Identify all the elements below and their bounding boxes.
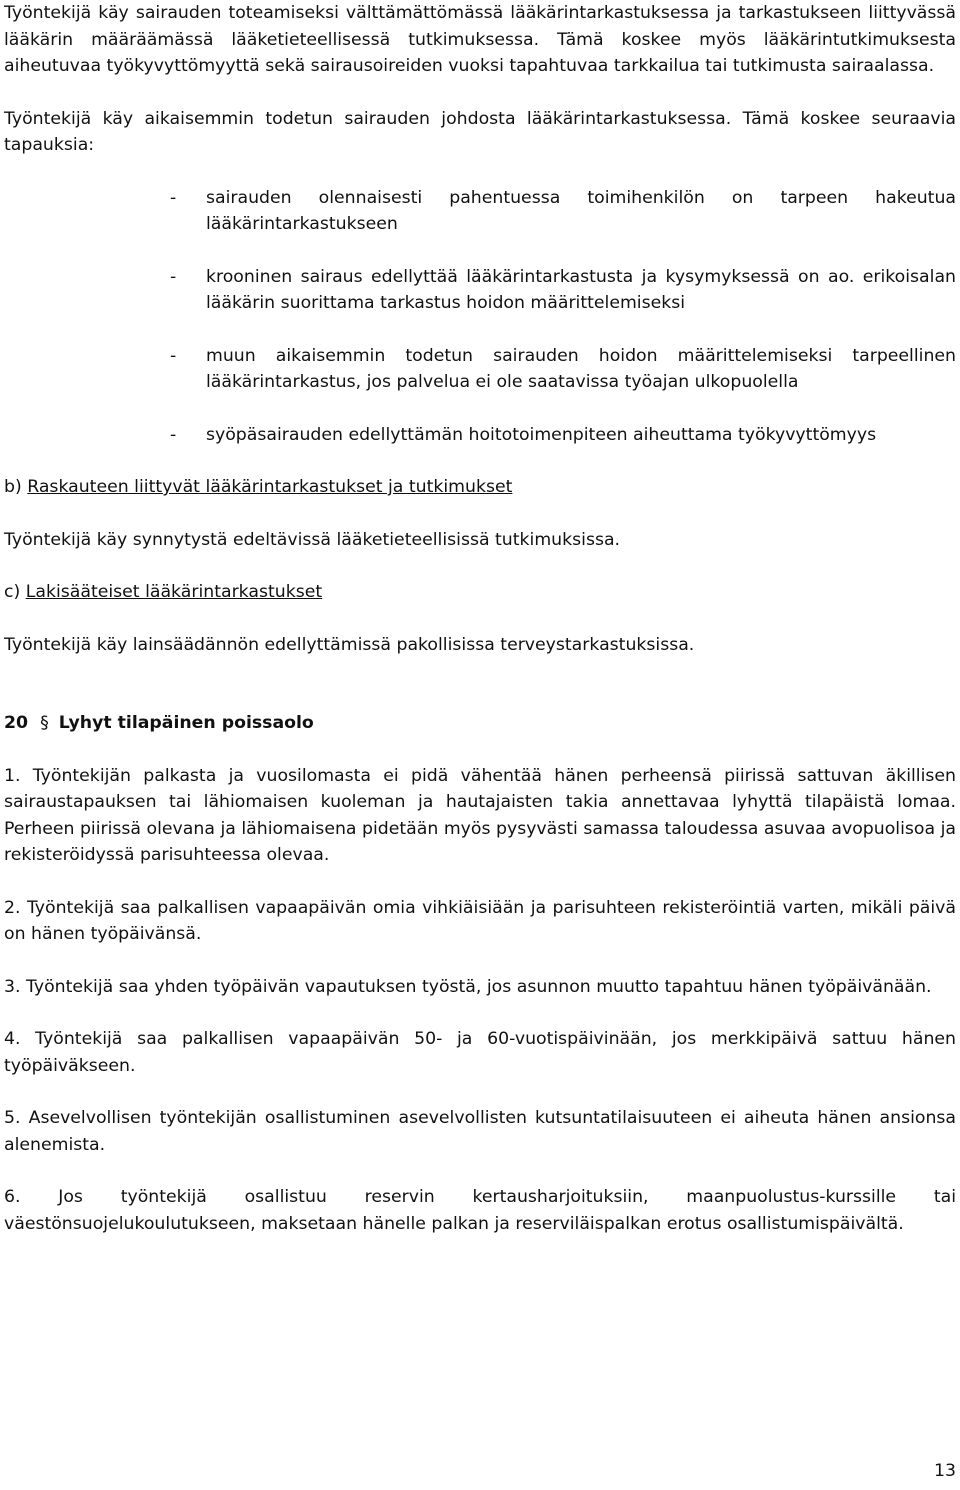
- list-item-text: krooninen sairaus edellyttää lääkärintarkastusta ja kysymyksessä on ao. erikoisalan lääkärin suorittama tarkastus hoidon määrittelemiseksi: [206, 266, 956, 313]
- list-item-text: sairauden olennaisesti pahentuessa toimihenkilön on tarpeen hakeutua lääkärintarkastukseen: [206, 187, 956, 234]
- list-dash: -: [170, 345, 177, 366]
- list-dash: -: [170, 187, 177, 208]
- numbered-paragraph-6: 6. Jos työntekijä osallistuu reservin kertausharjoituksiin, maanpuolustus-kurssille tai väestönsuojelukoulutukseen, maksetaan hänelle palkan ja reserviläispalkan erotus osallistumispäivältä.: [4, 1187, 956, 1234]
- list-dash: -: [170, 424, 177, 445]
- intro-paragraph-1: Työntekijä käy sairauden toteamiseksi välttämättömässä lääkärintarkastuksessa ja tarkastukseen liittyvässä lääkärin määräämässä lääketieteellisessä tutkimuksessa. Tämä koskee myös lääkärintutkimuksesta aiheutuvaa työkyvyttömyyttä sekä sairausoireiden vuoksi tapahtuvaa tarkkailua tai tutkimusta sairaalassa.: [4, 3, 956, 76]
- numbered-paragraph-4: 4. Työntekijä saa palkallisen vapaapäivän 50- ja 60-vuotispäivinään, jos merkkipäivä sattuu hänen työpäiväkseen.: [4, 1029, 956, 1076]
- section-b-prefix: b): [4, 477, 22, 497]
- list-item: [4, 264, 956, 317]
- numbered-paragraph-1: 1. Työntekijän palkasta ja vuosilomasta ei pidä vähentää hänen perheensä piirissä sattuvan äkillisen sairaustapauksen tai lähiomaisen kuoleman ja hautajaisten takia annettavaa lyhyttä tilapäistä lomaa. Perheen piirissä olevana ja lähiomaisena pidetään myös pysyvästi samassa taloudessa asuvaa avopuolisoa ja rekisteröidyssä parisuhteessa olevaa.: [4, 765, 956, 865]
- section-b-text: Työntekijä käy synnytystä edeltävissä lääketieteellisissä tutkimuksissa.: [4, 529, 621, 550]
- section-c-prefix: c): [4, 582, 21, 602]
- section-title: Lyhyt tilapäinen poissaolo: [58, 713, 314, 733]
- section-c-text: Työntekijä käy lainsäädännön edellyttämissä pakollisissa terveystarkastuksissa.: [4, 634, 695, 655]
- section-c-heading: [4, 579, 956, 606]
- numbered-paragraph-3: 3. Työntekijä saa yhden työpäivän vapautuksen työstä, jos asunnon muutto tapahtuu hänen työpäivänään.: [4, 976, 932, 997]
- section-b-heading: [4, 474, 956, 501]
- list-item-text: syöpäsairauden edellyttämän hoitotoimenpiteen aiheuttama työkyvyttömyys: [206, 424, 877, 445]
- document-page: [4, 0, 956, 1237]
- case-list: [4, 185, 956, 449]
- numbered-paragraph-2: 2. Työntekijä saa palkallisen vapaapäivän omia vihkiäisiään ja parisuhteen rekisteröintiä varten, mikäli päivä on hänen työpäivänsä.: [4, 897, 956, 944]
- list-dash: -: [170, 266, 177, 287]
- list-item-text: muun aikaisemmin todetun sairauden hoidon määrittelemiseksi tarpeellinen lääkärintarkastus, jos palvelua ei ole saatavissa työajan ulkopuolella: [206, 345, 956, 392]
- section-symbol: §: [40, 713, 49, 733]
- list-item: [4, 422, 956, 449]
- list-item: [4, 185, 956, 238]
- numbered-paragraph-5: 5. Asevelvollisen työntekijän osallistuminen asevelvollisten kutsuntatilaisuuteen ei aiheuta hänen ansionsa alenemista.: [4, 1108, 956, 1155]
- list-item: [4, 343, 956, 396]
- section-c-title: Lakisääteiset lääkärintarkastukset: [25, 582, 323, 602]
- page-number: 13: [934, 1461, 956, 1481]
- section-b-title: Raskauteen liittyvät lääkärintarkastukset ja tutkimukset: [27, 477, 513, 497]
- section-number: 20: [4, 713, 29, 733]
- intro-paragraph-2: Työntekijä käy aikaisemmin todetun sairauden johdosta lääkärintarkastuksessa. Tämä koskee seuraavia tapauksia:: [4, 108, 956, 155]
- section-heading: [4, 710, 956, 737]
